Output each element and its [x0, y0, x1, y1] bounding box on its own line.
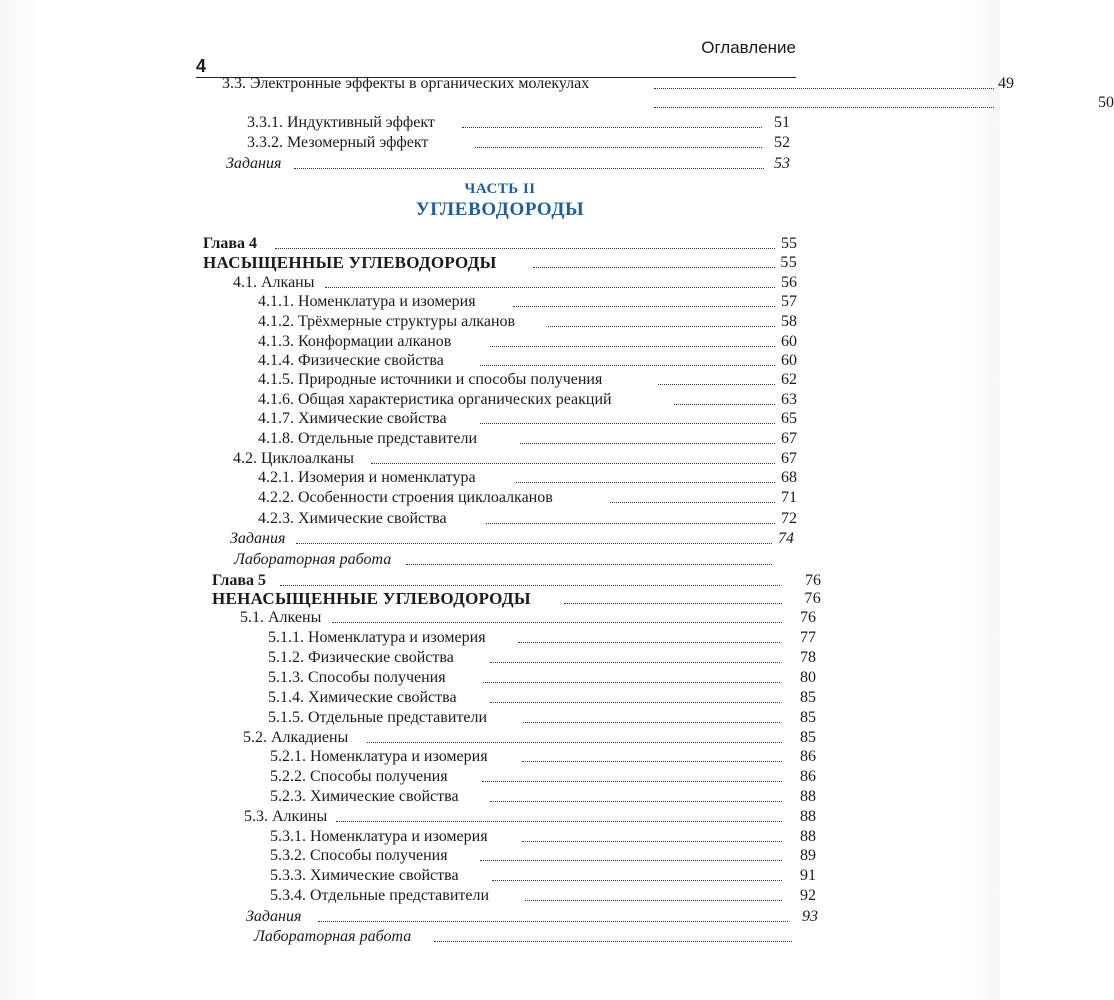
toc-entry-page: 89 — [800, 847, 816, 864]
toc-entry-title: Задания — [246, 908, 302, 925]
dot-leader — [610, 502, 775, 503]
toc-entry[interactable] — [258, 350, 797, 371]
dot-leader — [525, 900, 782, 901]
toc-entry[interactable] — [254, 926, 413, 947]
toc-entry[interactable] — [270, 885, 816, 906]
toc-entry[interactable] — [270, 826, 816, 847]
dot-leader — [564, 603, 782, 604]
toc-entry-title: 3.3. Электронные эффекты в органических молекулах — [222, 75, 590, 92]
toc-entry-page: 76 — [804, 590, 821, 607]
toc-entry-page: 88 — [800, 788, 816, 805]
part-title: УГЛЕВОДОРОДЫ — [415, 199, 585, 220]
dot-leader — [523, 722, 780, 723]
toc-entry-title: 4.2.3. Химические свойства — [258, 510, 447, 527]
toc-entry[interactable] — [226, 153, 790, 174]
toc-entry-page: 68 — [781, 469, 797, 486]
toc-entry-page: 91 — [800, 867, 816, 884]
toc-entry-title: 4.1.3. Конформации алканов — [258, 333, 452, 350]
toc-entry-page: 77 — [800, 629, 816, 646]
toc-entry-page: 72 — [781, 510, 797, 527]
toc-entry[interactable] — [230, 528, 794, 549]
toc-entry-title: 5.2.3. Химические свойства — [270, 788, 459, 805]
toc-entry-title: 5.3.3. Химические свойства — [270, 867, 459, 884]
toc-entry-page: 55 — [780, 254, 797, 271]
toc-entry-title: Лабораторная работа — [254, 928, 412, 945]
toc-entry-title: 5.3.1. Номенклатура и изомерия — [270, 828, 488, 845]
toc-entry-title: 5.3. Алкины — [244, 808, 328, 825]
toc-entry[interactable] — [243, 727, 816, 748]
toc-entry[interactable] — [240, 607, 816, 628]
dot-leader — [513, 306, 775, 307]
toc-entry-page: 74 — [778, 530, 794, 547]
dot-leader — [492, 880, 782, 881]
toc-entry[interactable] — [233, 272, 797, 293]
toc-entry[interactable] — [258, 311, 797, 332]
toc-entry[interactable] — [268, 667, 816, 688]
toc-entry-title: 3.3.1. Индуктивный эффект — [247, 114, 435, 131]
chapter-title-row[interactable] — [203, 252, 797, 273]
toc-entry-page: 58 — [781, 313, 797, 330]
toc-entry-title: 4.1.1. Номенклатура и изомерия — [258, 293, 476, 310]
toc-entry[interactable] — [258, 428, 797, 449]
dot-leader — [533, 267, 775, 268]
toc-entry-title: 5.2. Алкадиены — [243, 729, 349, 746]
running-title: Оглавление — [701, 38, 796, 57]
toc-entry-title — [222, 94, 224, 111]
toc-entry-title: Задания — [226, 155, 282, 172]
dot-leader — [548, 326, 775, 327]
toc-entry-title: 4.1.7. Химические свойства — [258, 410, 447, 427]
toc-entry[interactable] — [258, 467, 797, 488]
toc-entry-title: 4.2.2. Особенности строения циклоалканов — [258, 489, 553, 506]
toc-entry[interactable] — [247, 132, 790, 153]
dot-leader — [296, 543, 772, 544]
dot-leader — [294, 168, 764, 169]
toc-entry-page: 60 — [781, 333, 797, 350]
toc-entry[interactable] — [270, 766, 816, 787]
toc-entry[interactable] — [270, 746, 816, 767]
toc-entry-page: 62 — [781, 371, 797, 388]
part-label: ЧАСТЬ II — [464, 181, 536, 197]
toc-entry-page: 80 — [800, 669, 816, 686]
toc-entry-page: 86 — [800, 768, 816, 785]
toc-entry-page: 65 — [781, 410, 797, 427]
toc-entry[interactable] — [268, 687, 816, 708]
toc-entry-title: 5.1.3. Способы получения — [268, 669, 446, 686]
toc-entry-page: 51 — [774, 114, 790, 131]
dot-leader — [475, 147, 762, 148]
dot-leader — [434, 941, 792, 942]
toc-entry[interactable] — [258, 331, 797, 352]
toc-entry-title: 4.1. Алканы — [233, 274, 315, 291]
toc-entry[interactable] — [244, 806, 816, 827]
dot-leader — [371, 463, 775, 464]
toc-entry[interactable] — [270, 786, 816, 807]
toc-entry-page: 92 — [800, 887, 816, 904]
toc-entry[interactable] — [234, 549, 393, 570]
toc-entry-title: 4.1.4. Физические свойства — [258, 352, 444, 369]
toc-entry-title: 5.2.1. Номенклатура и изомерия — [270, 748, 488, 765]
dot-leader — [522, 761, 782, 762]
toc-entry-page: 63 — [781, 391, 797, 408]
page-number: 4 — [196, 56, 207, 76]
dot-leader — [325, 287, 775, 288]
dot-leader — [367, 742, 782, 743]
toc-entry[interactable] — [258, 487, 797, 508]
toc-entry-title: 5.1.2. Физические свойства — [268, 649, 454, 666]
chapter-label-row[interactable] — [203, 233, 797, 254]
toc-entry-page: 56 — [781, 274, 797, 291]
dot-leader — [520, 443, 775, 444]
chapter-label: Глава 5 — [212, 572, 266, 589]
dot-leader — [483, 682, 780, 683]
toc-entry-page: 85 — [800, 689, 816, 706]
toc-entry[interactable] — [270, 845, 816, 866]
dot-leader — [482, 781, 782, 782]
toc-entry-page: 67 — [781, 430, 797, 447]
toc-entry-page: 88 — [800, 808, 816, 825]
toc-entry-title: 4.2.1. Изомерия и номенклатура — [258, 469, 476, 486]
toc-entry-title: Лабораторная работа — [234, 551, 392, 568]
chapter-title: НЕНАСЫЩЕННЫЕ УГЛЕВОДОРОДЫ — [212, 589, 531, 608]
toc-entry-title: 5.3.4. Отдельные представители — [270, 887, 490, 904]
toc-entry-title: 4.2. Циклоалканы — [233, 450, 355, 467]
toc-entry[interactable] — [258, 508, 797, 529]
dot-leader — [280, 585, 780, 586]
toc-entry-page: 52 — [774, 134, 790, 151]
toc-entry-page: 53 — [774, 155, 790, 172]
toc-entry[interactable] — [270, 865, 816, 886]
dot-leader — [486, 523, 775, 524]
toc-entry-title: 4.1.5. Природные источники и способы получения — [258, 371, 603, 388]
dot-leader — [518, 642, 780, 643]
toc-entry[interactable] — [268, 647, 816, 668]
toc-entry-title: 4.1.6. Общая характеристика органических реакций — [258, 391, 612, 408]
toc-entry-page: 88 — [800, 828, 816, 845]
toc-entry[interactable] — [246, 906, 818, 927]
chapter-title: НАСЫЩЕННЫЕ УГЛЕВОДОРОДЫ — [203, 253, 497, 272]
toc-entry-title: 3.3.2. Мезомерный эффект — [247, 134, 429, 151]
toc-entry-page: 55 — [781, 235, 797, 252]
toc-entry-title: 5.3.2. Способы получения — [270, 847, 448, 864]
dot-leader — [480, 860, 782, 861]
toc-entry-page: 86 — [800, 748, 816, 765]
toc-entry-title: 4.1.2. Трёхмерные структуры алканов — [258, 313, 516, 330]
toc-entry-page: 76 — [805, 572, 821, 589]
toc-entry[interactable] — [222, 73, 1014, 94]
toc-entry[interactable] — [258, 408, 797, 429]
dot-leader — [406, 564, 772, 565]
toc-entry-page: 57 — [781, 293, 797, 310]
toc-entry-page: 50 — [1098, 94, 1114, 111]
toc-entry-page: 85 — [800, 709, 816, 726]
chapter-label: Глава 4 — [203, 235, 257, 252]
toc-entry[interactable] — [258, 389, 797, 410]
toc-entry[interactable] — [258, 291, 797, 312]
toc-entry-title: 5.1.1. Номенклатура и изомерия — [268, 629, 486, 646]
toc-entry — [222, 92, 1114, 113]
dot-leader — [490, 662, 780, 663]
toc-entry[interactable] — [247, 112, 790, 133]
toc-entry-page: 76 — [800, 609, 816, 626]
toc-entry[interactable] — [258, 369, 797, 390]
dot-leader — [490, 801, 782, 802]
toc-entry[interactable] — [268, 627, 816, 648]
dot-leader — [462, 127, 762, 128]
toc-entry-page: 78 — [800, 649, 816, 666]
chapter-title-row[interactable] — [212, 588, 821, 609]
toc-entry-title: 5.1.4. Химические свойства — [268, 689, 457, 706]
toc-entry[interactable] — [233, 448, 797, 469]
toc-entry-page: 67 — [781, 450, 797, 467]
page-header — [196, 36, 796, 76]
dot-leader — [480, 423, 775, 424]
toc-entry-page: 49 — [998, 75, 1014, 92]
dot-leader — [480, 365, 775, 366]
toc-entry-page: 71 — [781, 489, 797, 506]
toc-entry-title: 5.1. Алкены — [240, 609, 322, 626]
toc-entry-title: 5.1.5. Отдельные представители — [268, 709, 488, 726]
toc-entry-page: 85 — [800, 729, 816, 746]
dot-leader — [336, 821, 782, 822]
toc-entry-title: 4.1.8. Отдельные представители — [258, 430, 478, 447]
toc-entry[interactable] — [268, 707, 816, 728]
toc-entry-page: 60 — [781, 352, 797, 369]
toc-entry-title: 5.2.2. Способы получения — [270, 768, 448, 785]
toc-entry-title: Задания — [230, 530, 286, 547]
dot-leader — [332, 622, 782, 623]
dot-leader — [490, 702, 780, 703]
dot-leader — [516, 482, 775, 483]
dot-leader — [318, 921, 788, 922]
dot-leader — [275, 248, 775, 249]
toc-entry-page: 93 — [802, 908, 818, 925]
dot-leader — [490, 346, 775, 347]
dot-leader — [522, 841, 782, 842]
